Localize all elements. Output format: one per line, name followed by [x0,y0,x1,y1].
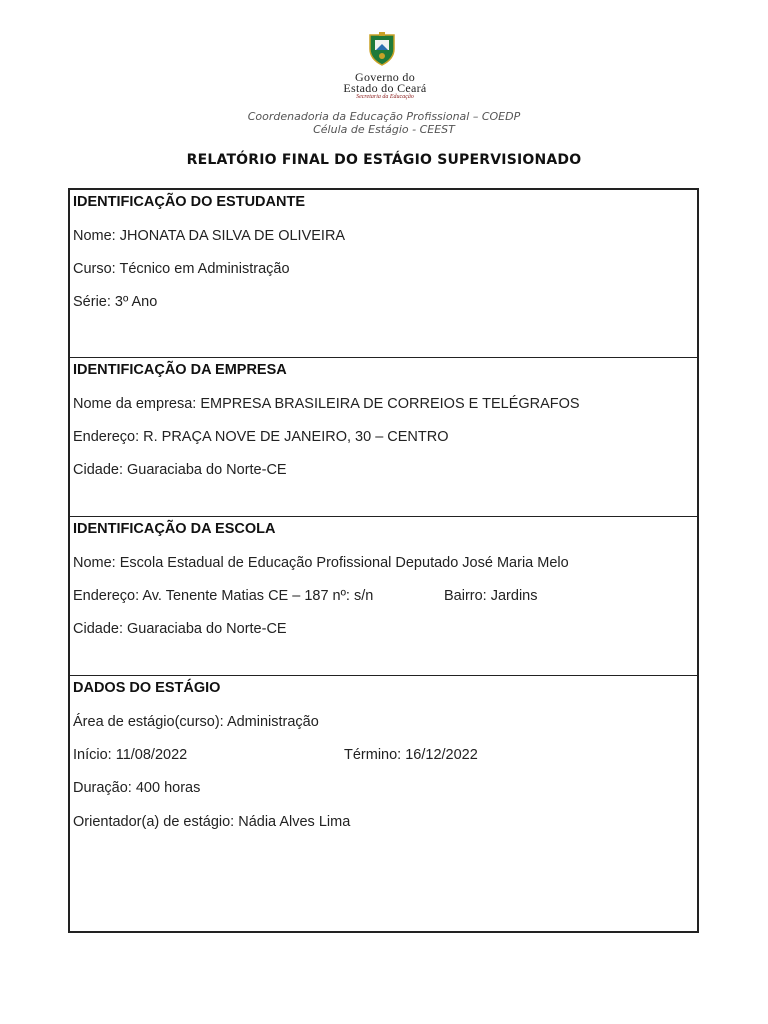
logo-line-secretaria: Secretaria da Educação [356,94,414,100]
section-heading: IDENTIFICAÇÃO DO ESTUDANTE [73,194,305,210]
internship-end: Término: 16/12/2022 [344,747,478,763]
report-form [68,188,699,933]
section-heading: IDENTIFICAÇÃO DA ESCOLA [73,521,276,537]
internship-start: Início: 11/08/2022 [73,747,188,763]
section-empresa [70,358,697,517]
company-name: Nome da empresa: EMPRESA BRASILEIRA DE CORREIOS E TELÉGRAFOS [73,396,580,412]
ceara-coat-of-arms-icon [367,32,397,66]
school-name: Nome: Escola Estadual de Educação Profissional Deputado José Maria Melo [73,555,569,571]
government-logo [330,30,440,106]
document-title: RELATÓRIO FINAL DO ESTÁGIO SUPERVISIONADO [186,152,582,168]
internship-advisor: Orientador(a) de estágio: Nádia Alves Lima [73,814,351,830]
student-grade: Série: 3º Ano [73,294,158,310]
school-address: Endereço: Av. Tenente Matias CE – 187 nº: s/n [73,588,374,604]
section-estagio [70,676,697,933]
company-city: Cidade: Guaraciaba do Norte-CE [73,462,287,478]
coordenadoria-line: Coordenadoria da Educação Profissional – COEDP [247,110,521,123]
logo-line-estado: Estado do Ceará [343,81,427,95]
student-name: Nome: JHONATA DA SILVA DE OLIVEIRA [73,228,346,244]
company-address: Endereço: R. PRAÇA NOVE DE JANEIRO, 30 – CENTRO [73,429,449,445]
student-course: Curso: Técnico em Administração [73,261,290,277]
section-estudante [70,190,697,358]
internship-area: Área de estágio(curso): Administração [73,714,319,730]
school-neighborhood: Bairro: Jardins [444,588,538,604]
section-heading: IDENTIFICAÇÃO DA EMPRESA [73,362,287,378]
internship-duration: Duração: 400 horas [73,780,201,796]
logo-line-governo: Governo do [355,70,415,84]
celula-estagio-line: Célula de Estágio - CEEST [313,123,455,136]
school-city: Cidade: Guaraciaba do Norte-CE [73,621,287,637]
section-heading: DADOS DO ESTÁGIO [73,680,221,696]
section-escola [70,517,697,676]
